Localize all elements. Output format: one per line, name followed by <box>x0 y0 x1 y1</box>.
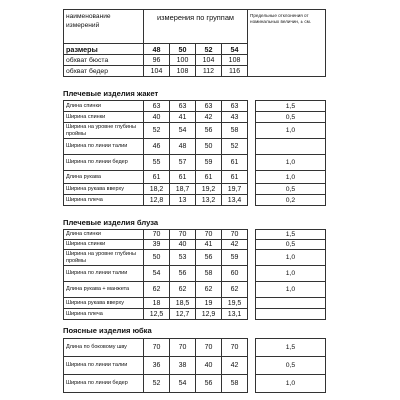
cell-value: 19,2 <box>196 184 222 195</box>
cell-value: 70 <box>170 339 196 357</box>
cell-value: 52 <box>222 139 248 155</box>
cell-value: 13,1 <box>222 309 248 320</box>
cell-value: 56 <box>196 375 222 393</box>
cell-value: 61 <box>170 171 196 184</box>
cell-value: 63 <box>170 101 196 112</box>
size-value: 52 <box>196 44 222 55</box>
spacer-cell <box>248 171 256 184</box>
cell-value: 54 <box>170 375 196 393</box>
cell-value: 100 <box>170 55 196 66</box>
cell-value: 70 <box>170 230 196 240</box>
cell-value: 63 <box>144 101 170 112</box>
row-label: Ширина по линии бедер <box>64 155 144 171</box>
table-row <box>64 171 326 184</box>
table-row <box>64 375 326 393</box>
cell-value: 62 <box>144 282 170 298</box>
table-row <box>64 266 326 282</box>
row-label: Ширина плеча <box>64 309 144 320</box>
measurement-header-table <box>63 9 326 77</box>
tolerance-value: 1,0 <box>256 123 326 139</box>
tolerance-value: 1,0 <box>256 375 326 393</box>
cell-value: 70 <box>144 339 170 357</box>
cell-value: 50 <box>144 250 170 266</box>
cell-value: 61 <box>196 171 222 184</box>
cell-value: 70 <box>144 230 170 240</box>
cell-value: 59 <box>196 155 222 171</box>
spacer-cell <box>248 139 256 155</box>
cell-value: 96 <box>144 55 170 66</box>
row-label: Ширина по линии талии <box>64 139 144 155</box>
spacer-cell <box>248 298 256 309</box>
tolerance-value: 1,0 <box>256 282 326 298</box>
cell-value: 57 <box>170 155 196 171</box>
row-label: обхват бюста <box>64 55 144 66</box>
measurements-name-line2: измерений <box>66 22 100 29</box>
cell-value: 52 <box>144 375 170 393</box>
spacer-cell <box>248 230 256 240</box>
cell-value: 59 <box>222 250 248 266</box>
row-label: Ширина спинки <box>64 240 144 250</box>
spacer-cell <box>248 155 256 171</box>
table-row <box>64 240 326 250</box>
cell-value: 116 <box>222 66 248 77</box>
spacer-cell <box>248 282 256 298</box>
spacer-cell <box>248 101 256 112</box>
section-title-jacket: Плечевые изделия жакет <box>63 89 159 98</box>
row-label: Длина спинки <box>64 230 144 240</box>
cell-value: 52 <box>144 123 170 139</box>
table-row <box>64 139 326 155</box>
spacer-cell <box>248 250 256 266</box>
row-label: Ширина рукава вверху <box>64 298 144 309</box>
cell-value: 62 <box>170 282 196 298</box>
tolerance-value: 1,0 <box>256 266 326 282</box>
size-value: 48 <box>144 44 170 55</box>
tolerance-value: 0,5 <box>256 112 326 123</box>
tolerance-value: 1,0 <box>256 171 326 184</box>
cell-value: 39 <box>144 240 170 250</box>
spacer-cell <box>248 184 256 195</box>
table-row <box>64 282 326 298</box>
cell-value: 62 <box>196 282 222 298</box>
cell-value: 58 <box>222 375 248 393</box>
row-label: Длина рукава <box>64 171 144 184</box>
spacer-cell <box>248 309 256 320</box>
cell-value: 62 <box>222 282 248 298</box>
cell-value: 13,4 <box>222 195 248 206</box>
cell-value: 112 <box>196 66 222 77</box>
row-label: Ширина по линии бедер <box>64 375 144 393</box>
tolerance-value: 1,5 <box>256 230 326 240</box>
cell-value: 19,5 <box>222 298 248 309</box>
cell-value: 61 <box>222 171 248 184</box>
cell-value: 70 <box>222 230 248 240</box>
table-row <box>64 195 326 206</box>
cell-value: 42 <box>222 240 248 250</box>
skirt-table <box>63 338 326 393</box>
cell-value: 63 <box>196 101 222 112</box>
tolerance-value <box>256 309 326 320</box>
cell-value: 18,7 <box>170 184 196 195</box>
spacer-cell <box>248 112 256 123</box>
table-row <box>64 123 326 139</box>
cell-value: 40 <box>196 357 222 375</box>
cell-value: 40 <box>144 112 170 123</box>
jacket-table <box>63 100 326 206</box>
cell-value: 12,7 <box>170 309 196 320</box>
cell-value: 54 <box>144 266 170 282</box>
cell-value: 40 <box>170 240 196 250</box>
cell-value: 41 <box>170 112 196 123</box>
row-label: Ширина по линии талии <box>64 357 144 375</box>
cell-value: 19,7 <box>222 184 248 195</box>
cell-value: 38 <box>170 357 196 375</box>
cell-value: 48 <box>170 139 196 155</box>
cell-value: 56 <box>196 123 222 139</box>
tolerance-value: 0,5 <box>256 357 326 375</box>
section-title-skirt: Поясные изделия юбка <box>63 326 152 335</box>
table-row <box>64 357 326 375</box>
sizes-label: размеры <box>64 44 144 55</box>
cell-value: 53 <box>170 250 196 266</box>
cell-value: 12,5 <box>144 309 170 320</box>
tolerance-note: Предельные отклонения от номинальных величин, ± см. <box>248 10 326 77</box>
cell-value: 70 <box>196 230 222 240</box>
spacer-cell <box>248 375 256 393</box>
row-label: Длина рукава + манжета <box>64 282 144 298</box>
cell-value: 55 <box>144 155 170 171</box>
table-row <box>64 184 326 195</box>
table-row <box>64 230 326 240</box>
tolerance-value: 1,0 <box>256 250 326 266</box>
cell-value: 108 <box>170 66 196 77</box>
spacer-cell <box>248 123 256 139</box>
cell-value: 13,2 <box>196 195 222 206</box>
cell-value: 70 <box>222 339 248 357</box>
table-row <box>64 101 326 112</box>
row-label: Длина по боковому шву <box>64 339 144 357</box>
section-title-blouse: Плечевые изделия блуза <box>63 218 159 227</box>
cell-value: 43 <box>222 112 248 123</box>
cell-value: 56 <box>196 250 222 266</box>
cell-value: 104 <box>144 66 170 77</box>
cell-value: 41 <box>196 240 222 250</box>
size-chart-sheet <box>63 9 325 395</box>
cell-value: 13 <box>170 195 196 206</box>
cell-value: 12,8 <box>144 195 170 206</box>
cell-value: 12,9 <box>196 309 222 320</box>
spacer-cell <box>248 266 256 282</box>
cell-value: 54 <box>170 123 196 139</box>
row-label: Длина спинки <box>64 101 144 112</box>
cell-value: 50 <box>196 139 222 155</box>
table-row <box>64 112 326 123</box>
cell-value: 18,5 <box>170 298 196 309</box>
table-row <box>64 155 326 171</box>
size-value: 54 <box>222 44 248 55</box>
row-label: Ширина плеча <box>64 195 144 206</box>
table-row <box>64 309 326 320</box>
table-row <box>64 339 326 357</box>
cell-value: 61 <box>144 171 170 184</box>
tolerance-value: 1,5 <box>256 101 326 112</box>
row-label: Ширина спинки <box>64 112 144 123</box>
spacer-cell <box>248 339 256 357</box>
spacer-cell <box>248 195 256 206</box>
groups-header: измерения по группам <box>144 10 248 44</box>
tolerance-value <box>256 298 326 309</box>
measurements-name-header <box>64 10 144 44</box>
cell-value: 19 <box>196 298 222 309</box>
tolerance-value: 1,0 <box>256 155 326 171</box>
cell-value: 36 <box>144 357 170 375</box>
tolerance-value: 0,2 <box>256 195 326 206</box>
cell-value: 46 <box>144 139 170 155</box>
cell-value: 61 <box>222 155 248 171</box>
cell-value: 60 <box>222 266 248 282</box>
tolerance-value: 0,5 <box>256 240 326 250</box>
cell-value: 18 <box>144 298 170 309</box>
cell-value: 56 <box>170 266 196 282</box>
blouse-table <box>63 229 326 320</box>
cell-value: 42 <box>196 112 222 123</box>
tolerance-value: 0,5 <box>256 184 326 195</box>
tolerance-value <box>256 139 326 155</box>
cell-value: 70 <box>196 339 222 357</box>
size-value: 50 <box>170 44 196 55</box>
row-label: обхват бедер <box>64 66 144 77</box>
cell-value: 58 <box>222 123 248 139</box>
spacer-cell <box>248 357 256 375</box>
cell-value: 58 <box>196 266 222 282</box>
row-label: Ширина на уровне глубины проймы <box>64 123 144 139</box>
tolerance-value: 1,5 <box>256 339 326 357</box>
cell-value: 63 <box>222 101 248 112</box>
cell-value: 108 <box>222 55 248 66</box>
spacer-cell <box>248 240 256 250</box>
row-label: Ширина рукава вверху <box>64 184 144 195</box>
cell-value: 104 <box>196 55 222 66</box>
table-row <box>64 250 326 266</box>
cell-value: 18,2 <box>144 184 170 195</box>
table-row <box>64 298 326 309</box>
cell-value: 42 <box>222 357 248 375</box>
measurements-name-line1: наименование <box>66 13 111 20</box>
row-label: Ширина по линии талии <box>64 266 144 282</box>
row-label: Ширина на уровне глубины проймы <box>64 250 144 266</box>
